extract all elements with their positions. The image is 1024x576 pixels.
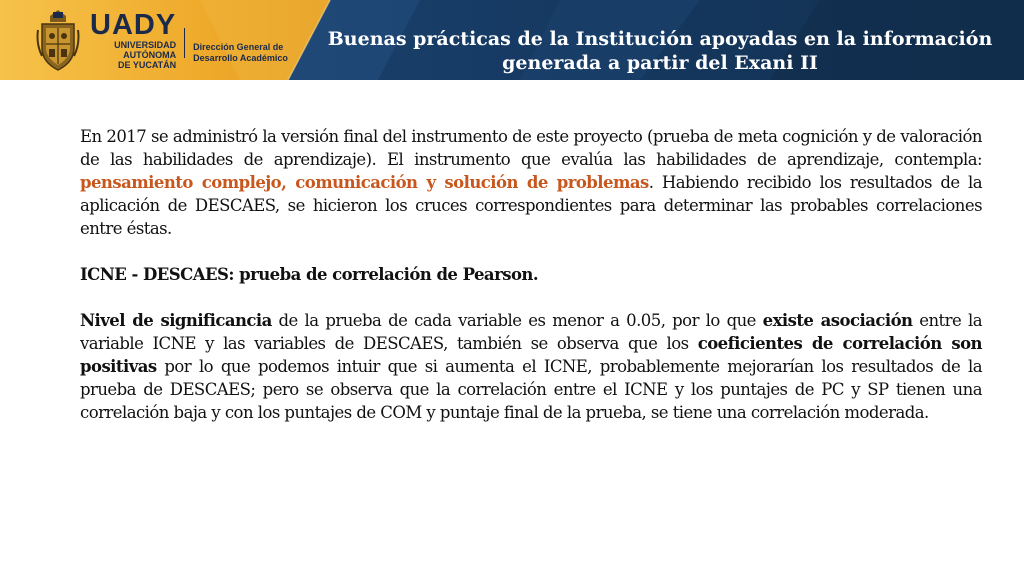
paragraph-pearson: ICNE - DESCAES: prueba de correlación de Pearson. [80,265,539,284]
university-crest-icon [36,8,80,72]
slide-title-line-2: generada a partir del Exani II [502,52,818,74]
uady-wordmark [90,10,176,70]
bold-nivel: Nivel de significancia [80,311,272,330]
logo-divider [184,28,185,58]
sig-text-2: entre la variable ICNE y las variables de DESCAES, también se observa que los [80,311,982,353]
slide-title [310,27,1010,75]
slide-body [80,125,982,447]
sig-text-1: de la prueba de cada variable es menor a 0.05, por lo que [271,311,763,330]
direccion-line-1: Dirección General de [193,42,284,52]
direccion-label [193,42,288,64]
uady-sub-line-3: DE YUCATÁN [118,60,177,70]
uady-name: UADY [90,9,177,41]
uady-sub-line-2: AUTÓNOMA [123,50,177,60]
uady-logo [36,6,288,74]
sig-text-3: por lo que podemos intuir que si aumenta el ICNE, probablemente mejorarían los resultados de la prueba de DESCAES; pero se observa que la correlación entre el ICNE y los puntajes de PC y SP tienen una correlación baja y con los puntajes de COM y puntaje final de la prueba, se tiene una correlación moderada. [80,357,982,422]
uady-sub-line-1: UNIVERSIDAD [114,40,177,50]
highlight-skills: pensamiento complejo, comunicación y solución de problemas [80,173,649,192]
intro-text-2: . Habiendo recibido los resultados de la aplicación de DESCAES, se hicieron los cruces correspondientes para determinar las probables correlaciones entre éstas. [80,173,983,238]
paragraph-significance [80,309,982,424]
header-banner [0,0,1024,80]
bold-coeficientes: coeficientes de correlación son positivas [80,334,982,376]
bold-asociacion: existe asociación [762,311,913,330]
slide-title-line-1: Buenas prácticas de la Institución apoyadas en la información [327,28,993,50]
paragraph-intro [80,125,982,240]
direccion-line-2: Desarrollo Académico [193,53,288,63]
intro-text-1: En 2017 se administró la versión final del instrumento de este proyecto (prueba de meta cognición y de valoración de las habilidades de aprendizaje). El instrumento que evalúa las habilidades de aprendizaje, contempla: [80,127,982,169]
